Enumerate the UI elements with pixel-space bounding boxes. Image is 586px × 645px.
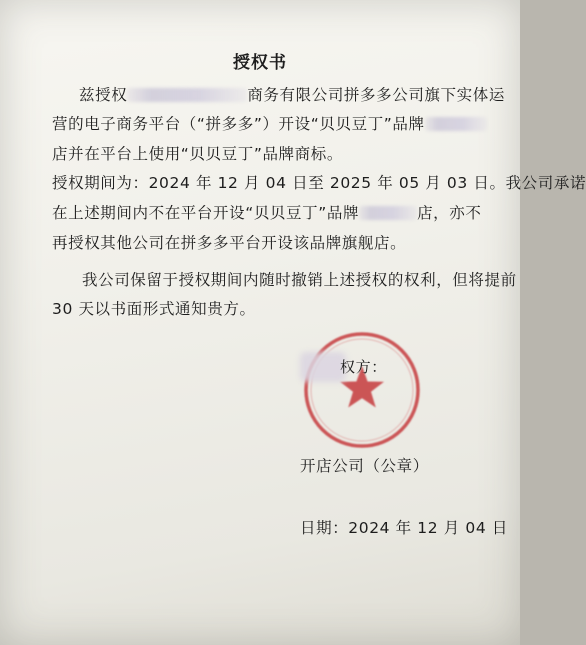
para1-line2 [52,112,487,134]
redacted-store-name [359,206,417,220]
para3-line2: 30 天以书面形式通知贵方。 [52,300,256,318]
para1-line1-start: 兹授权 [79,86,128,104]
para2-line2-text: 在上述期间内不在平台开设“贝贝豆丁”品牌 [52,204,360,222]
redacted-company-name [127,88,247,102]
issuer-signature: 开店公司（公章） [300,457,429,475]
para2-line2 [52,201,481,223]
para2-line2-end: 店，亦不 [417,204,482,222]
document-date: 日期：2024 年 12 月 04 日 [300,519,508,537]
para2-line3: 再授权其他公司在拼多多平台开设该品牌旗舰店。 [52,234,407,252]
para1-line3: 店并在平台上使用“贝贝豆丁”品牌商标。 [52,145,343,163]
para1-line2-text: 营的电子商务平台（“拼多多”）开设“贝贝豆丁”品牌 [52,115,425,133]
para1-line1-end: 拼多多公司旗下实体运 [343,86,505,104]
seal-label: 权方： [340,358,387,376]
redacted-brand-suffix [425,117,487,131]
document-title: 授权书 [233,53,287,73]
red-seal-stamp [300,328,424,452]
para2-line1: 授权期间为：2024 年 12 月 04 日至 2025 年 05 月 03 日。我公司承诺 [52,174,586,192]
para3-line1: 我公司保留于授权期间内随时撤销上述授权的权利，但将提前 [82,271,517,289]
para1-line1-company-suffix: 商务有限公司 [247,86,344,104]
para1-line1 [79,83,505,105]
